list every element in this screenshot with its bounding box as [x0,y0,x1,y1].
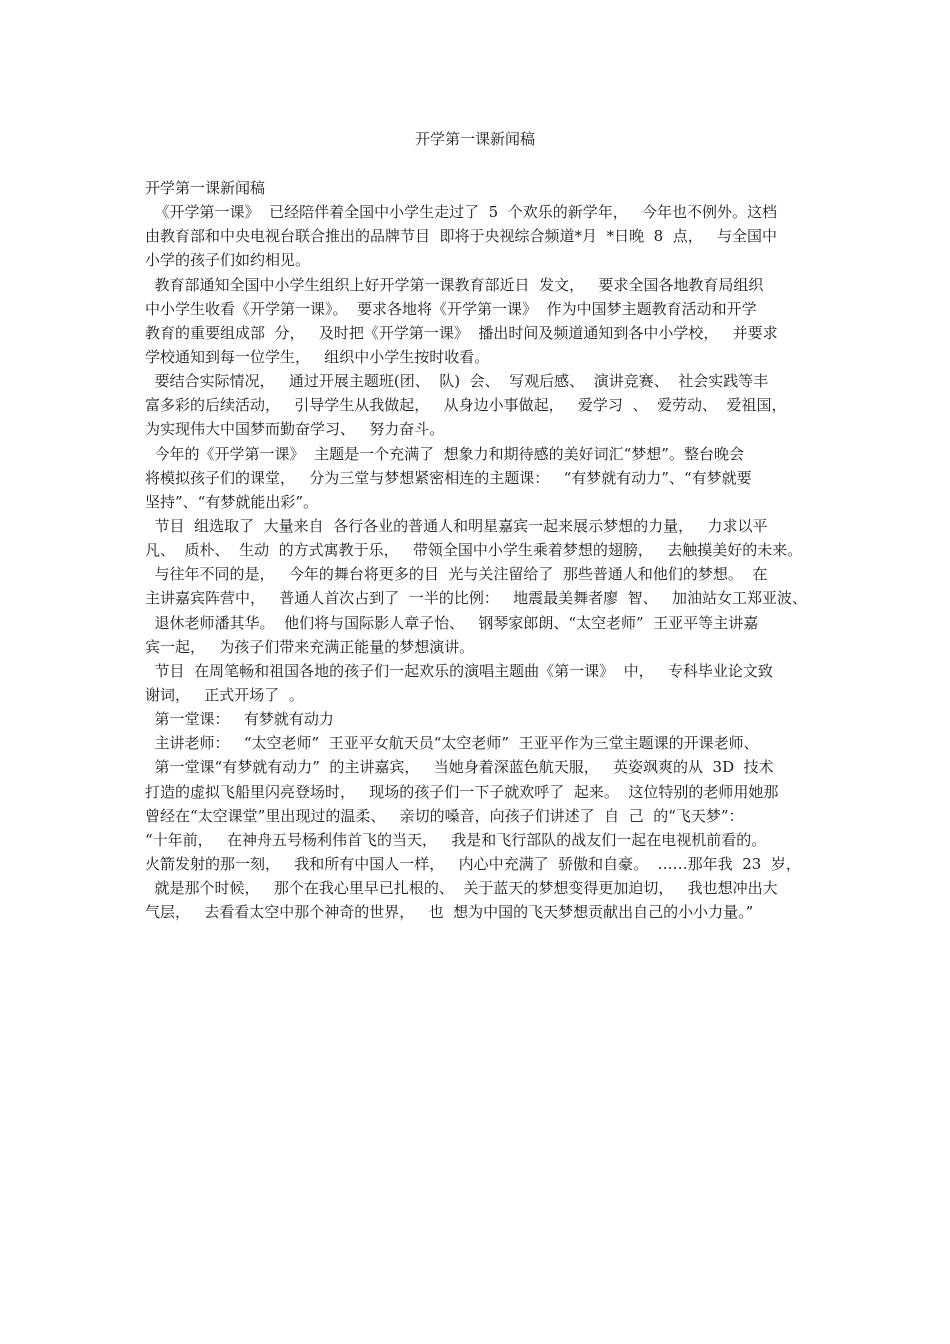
document-title: 开学第一课新闻稿 [414,130,535,148]
text-line: 打造的虚拟飞船里闪亮登场时， 现场的孩子们一下子就欢呼了 起来。 这位特别的老师用她那 [145,782,779,801]
text-line: “十年前， 在神舟五号杨利伟首飞的当天， 我是和飞行部队的战友们一起在电视机前看的。 [145,830,767,849]
text-line: 《开学第一课》 已经陪伴着全国中小学生走过了 5 个欢乐的新学年， 今年也不例外。这档 [145,203,777,222]
text-line: 将模拟孩子们的课堂， 分为三堂与梦想紧密相连的主题课： “有梦就有动力”、“有梦就要 [145,468,752,487]
text-line: 坚持”、“有梦就能出彩”。 [145,492,319,511]
text-line: 曾经在“太空课堂”里出现过的温柔、 亲切的嗓音，向孩子们讲述了 自 己 的“飞天梦”： [145,806,744,825]
text-line: 气层， 去看看太空中那个神奇的世界， 也 想为中国的飞天梦想贡献出自己的小小力量。” [145,903,754,922]
text-line: 主讲老师： “太空老师” 王亚平女航天员“太空老师” 王亚平作为三堂主题课的开课老师、 [145,734,759,753]
text-line: 就是那个时候， 那个在我心里早已扎根的、 关于蓝天的梦想变得更加迫切， 我也想冲出大 [145,879,778,898]
text-line: 宾一起， 为孩子们带来充满正能量的梦想演讲。 [145,637,475,656]
text-line: 小学的孩子们如约相见。 [145,251,311,270]
text-line: 凡、 质朴、 生动 的方式寓教于乐， 带领全国中小学生乘着梦想的翅膀， 去触摸美好的未来。 [145,541,803,560]
document-body [145,176,813,924]
text-line: 火箭发射的那一刻， 我和所有中国人一样， 内心中充满了 骄傲和自豪。 ……那年我 23 岁， [145,854,801,873]
text-line: 由教育部和中央电视台联合推出的品牌节目 即将于央视综合频道*月 *日晚 8 点， 与全国中 [145,227,777,246]
text-line: 中小学生收看《开学第一课》。 要求各地将《开学第一课》 作为中国梦主题教育活动和开学 [145,299,757,318]
text-line: 谢词， 正式开场了 。 [145,685,304,704]
text-line: 开学第一课新闻稿 [145,179,266,197]
text-line: 与往年不同的是， 今年的舞台将更多的目 光与关注留给了 那些普通人和他们的梦想。 在 [145,565,768,584]
text-line: 第一堂课： 有梦就有动力 [145,710,334,729]
text-line: 要结合实际情况， 通过开展主题班(团、 队) 会、 写观后感、 演讲竞赛、 社会实践等丰 [145,372,769,391]
text-line: 教育部通知全国中小学生组织上好开学第一课教育部近日 发文， 要求全国各地教育局组织 [145,275,764,294]
text-line: 今年的《开学第一课》 主题是一个充满了 想象力和期待感的美好词汇“梦想”。整台晚会 [145,444,744,463]
text-line: 节目 在周笔畅和祖国各地的孩子们一起欢乐的演唱主题曲《第一课》 中， 专科毕业论文致 [145,661,773,680]
text-line: 退休老师潘其华。 他们将与国际影人章子怡、 钢琴家郎朗、“太空老师” 王亚平等主讲嘉 [145,613,759,632]
text-line: 节目 组选取了 大量来自 各行各业的普通人和明星嘉宾一起来展示梦想的力量， 力求以平 [145,516,768,535]
text-line: 教育的重要组成部 分， 及时把《开学第一课》 播出时间及频道通知到各中小学校， 并要求 [145,323,778,342]
text-line: 主讲嘉宾阵营中， 普通人首次占到了 一半的比例： 地震最美舞者廖 智、 加油站女工郑亚波、 [145,589,807,608]
text-line: 学校通知到每一位学生， 组织中小学生按时收看。 [145,347,490,366]
text-line: 第一堂课“有梦就有动力” 的主讲嘉宾， 当她身着深蓝色航天服， 英姿飒爽的从 3D 技术 [145,758,774,777]
text-line: 为实现伟大中国梦而勤奋学习、 努力奋斗。 [145,420,445,439]
text-line: 富多彩的后续活动， 引导学生从我做起， 从身边小事做起， 爱学习 、 爱劳动、 爱祖国， [145,396,787,415]
